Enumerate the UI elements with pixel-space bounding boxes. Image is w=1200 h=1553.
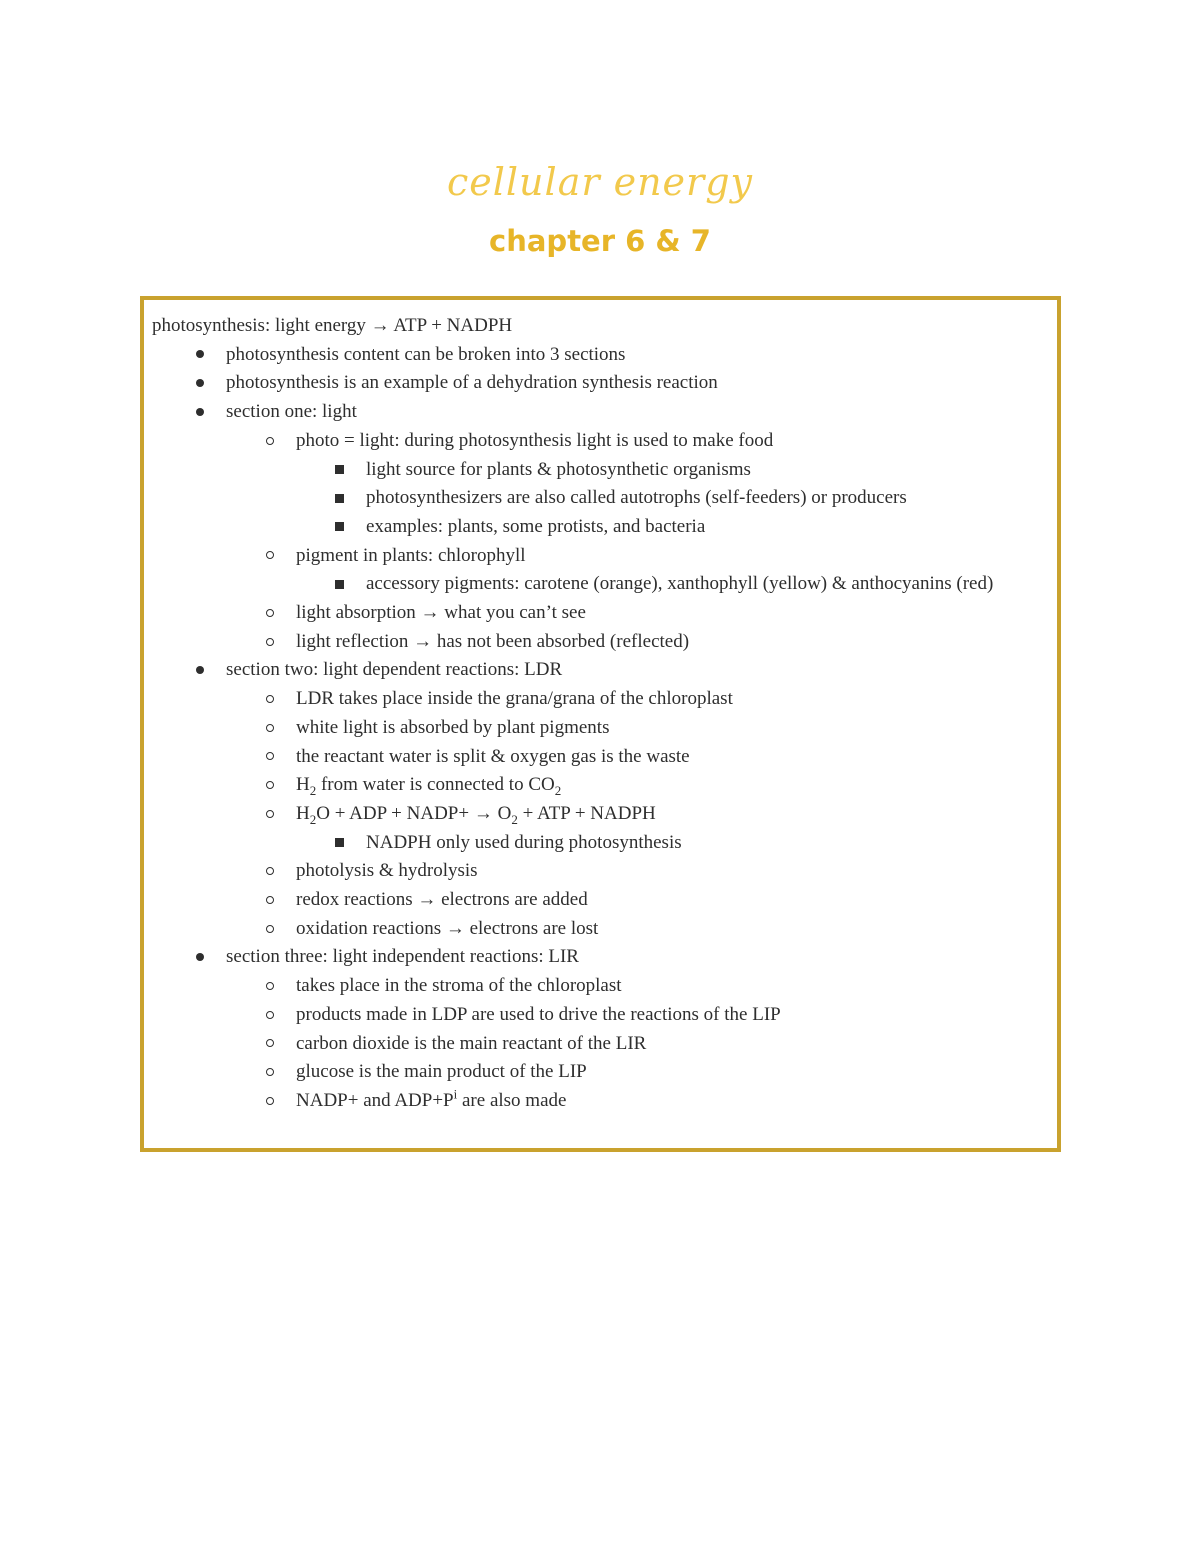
bullet-dot-icon (196, 656, 204, 685)
list-item: photo = light: during photosynthesis light is used to make food (152, 427, 1037, 456)
list-item: products made in LDP are used to drive the reactions of the LIP (152, 1001, 1037, 1030)
list-item: the reactant water is split & oxygen gas is the waste (152, 743, 1037, 772)
bullet-dot-icon (196, 341, 204, 370)
list-item: photosynthesizers are also called autotrophs (self-feeders) or producers (152, 484, 1037, 513)
bullet-ring-icon (266, 915, 274, 944)
list-item: photolysis & hydrolysis (152, 857, 1037, 886)
list-item: oxidation reactions → electrons are lost (152, 915, 1037, 944)
page-title: cellular energy (446, 160, 753, 204)
list-item: examples: plants, some protists, and bacteria (152, 513, 1037, 542)
bullet-square-icon (335, 484, 344, 513)
list-item: carbon dioxide is the main reactant of the LIR (152, 1030, 1037, 1059)
list-item: light reflection → has not been absorbed (reflected) (152, 628, 1037, 657)
list-item: takes place in the stroma of the chloroplast (152, 972, 1037, 1001)
list-item: $H_2$ from water is connected to $CO_2$ (152, 771, 1037, 800)
bullet-ring-icon (266, 599, 274, 628)
bullet-ring-icon (266, 800, 274, 829)
bullet-ring-icon (266, 1087, 274, 1116)
bullet-ring-icon (266, 972, 274, 1001)
list-item: section two: light dependent reactions: LDR (152, 656, 1037, 685)
list-item: photosynthesis content can be broken into 3 sections (152, 341, 1037, 370)
bullet-square-icon (335, 570, 344, 599)
bullet-ring-icon (266, 685, 274, 714)
bullet-ring-icon (266, 1058, 274, 1087)
list-item: NADPH only used during photosynthesis (152, 829, 1037, 858)
notes-heading: photosynthesis: light energy → ATP + NADPH (152, 315, 513, 336)
bullet-square-icon (335, 456, 344, 485)
list-item: section three: light independent reactions: LIR (152, 943, 1037, 972)
list-item: photosynthesis is an example of a dehydration synthesis reaction (152, 369, 1037, 398)
list-item: white light is absorbed by plant pigments (152, 714, 1037, 743)
list-item: redox reactions → electrons are added (152, 886, 1037, 915)
bullet-ring-icon (266, 628, 274, 657)
notes-content (152, 312, 1037, 1116)
bullet-ring-icon (266, 542, 274, 571)
list-item: pigment in plants: chlorophyll (152, 542, 1037, 571)
list-item: $H_2O$ + ADP + NADP+ → $O_2$ + ATP + NADPH (152, 800, 1037, 829)
bullet-dot-icon (196, 943, 204, 972)
bullet-dot-icon (196, 398, 204, 427)
bullet-dot-icon (196, 369, 204, 398)
list-item: accessory pigments: carotene (orange), xanthophyll (yellow) & anthocyanins (red) (152, 570, 1037, 599)
page-subtitle: chapter 6 & 7 (489, 224, 711, 258)
bullet-ring-icon (266, 714, 274, 743)
list-item: light source for plants & photosynthetic organisms (152, 456, 1037, 485)
bullet-ring-icon (266, 743, 274, 772)
list-item: section one: light (152, 398, 1037, 427)
list-item: NADP+ and $ADP+P^i$ are also made (152, 1087, 1037, 1116)
bullet-ring-icon (266, 771, 274, 800)
bullet-square-icon (335, 829, 344, 858)
notes-box (140, 296, 1061, 1152)
bullet-ring-icon (266, 1001, 274, 1030)
list-item: glucose is the main product of the LIP (152, 1058, 1037, 1087)
bullet-ring-icon (266, 1030, 274, 1059)
bullet-ring-icon (266, 857, 274, 886)
list-item: light absorption → what you can’t see (152, 599, 1037, 628)
bullet-square-icon (335, 513, 344, 542)
list-item: LDR takes place inside the grana/grana of the chloroplast (152, 685, 1037, 714)
bullet-ring-icon (266, 886, 274, 915)
bullet-ring-icon (266, 427, 274, 456)
